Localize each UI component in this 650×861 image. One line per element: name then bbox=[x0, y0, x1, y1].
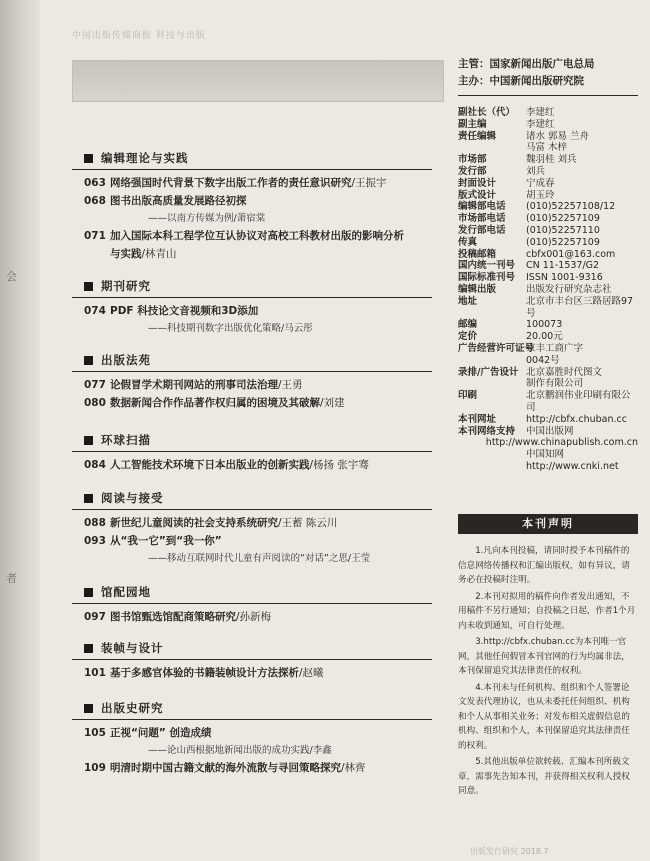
page-number: 097 bbox=[84, 611, 106, 623]
masthead-label bbox=[458, 378, 526, 390]
page-number: 088 bbox=[84, 517, 106, 529]
toc-entry[interactable]: 084 人工智能技术环境下日本出版业的创新实践 / 杨扬 张宇骞 bbox=[72, 456, 442, 474]
section-header bbox=[72, 278, 442, 294]
section-header bbox=[72, 700, 442, 716]
section-title: 出版法苑 bbox=[101, 353, 151, 367]
toc-entry[interactable] bbox=[72, 192, 442, 210]
article-subtitle: ——以南方传媒为例/萧宿棠 bbox=[148, 213, 266, 224]
toc-entry[interactable]: 077 论假冒学术期刊网站的刑事司法治理 / 王勇 bbox=[72, 376, 442, 394]
section-header bbox=[72, 584, 442, 600]
section-rule bbox=[72, 509, 432, 510]
masthead-label bbox=[458, 449, 526, 461]
masthead-label: 副主编 bbox=[458, 118, 487, 130]
square-bullet-icon bbox=[84, 154, 93, 163]
section-rule bbox=[72, 297, 432, 298]
toc-entry[interactable] bbox=[72, 302, 442, 320]
article-title: 从“我一它”到“我一你” bbox=[110, 535, 222, 547]
article-title: 图书馆甄选馆配商策略研究 bbox=[110, 611, 236, 623]
notice-title: 本刊声明 bbox=[458, 514, 638, 534]
square-bullet-icon bbox=[84, 356, 93, 365]
faded-header-text: 中国出版传媒商报 科技与出版 bbox=[72, 31, 206, 41]
masthead-value: 魏羽桂 刘兵 bbox=[526, 154, 577, 166]
masthead-row bbox=[458, 355, 638, 367]
toc-entry[interactable]: 101 基于多感官体验的书籍装帧设计方法探析 / 赵曦 bbox=[72, 664, 442, 682]
page-number: 101 bbox=[84, 667, 106, 679]
article-author: 马云彤 bbox=[284, 323, 313, 334]
masthead-value: 制作有限公司 bbox=[526, 378, 584, 390]
masthead-row bbox=[458, 260, 638, 272]
masthead-value: 北京鹏润伟业印刷有限公司 bbox=[526, 390, 631, 413]
masthead-value: 中国出版网 bbox=[526, 425, 574, 437]
masthead-row bbox=[458, 107, 638, 119]
section-rule bbox=[72, 451, 432, 452]
section-title: 编辑理论与实践 bbox=[101, 151, 189, 165]
article-author: 李鑫 bbox=[312, 745, 332, 756]
square-bullet-icon bbox=[84, 588, 93, 597]
notice-paragraph: 3.http://cbfx.chuban.cc为本刊唯一官网，其他任何假冒本刊官网的行为均属非法，本刊保留追究其法律责任的权利。 bbox=[458, 637, 630, 676]
masthead-label: 广告经营许可证号 bbox=[458, 342, 535, 354]
masthead-label: 国际标准刊号 bbox=[458, 272, 516, 284]
spine-char: 会 bbox=[6, 270, 17, 283]
article-author: 王莹 bbox=[351, 553, 371, 564]
notice-paragraph: 2.本刊对拟用的稿件向作者发出通知，不用稿件不另行通知；自投稿之日起，作者1个月内未收到通知，可自行处理。 bbox=[458, 591, 636, 631]
article-title: 人工智能技术环境下日本出版业的创新实践 bbox=[110, 459, 310, 471]
toc-section bbox=[72, 490, 442, 567]
article-title: 正视“问题” 创造成绩 bbox=[110, 727, 212, 739]
section-header bbox=[72, 150, 442, 166]
page-spine bbox=[0, 0, 40, 861]
header-banner bbox=[72, 60, 444, 102]
section-rule bbox=[72, 603, 432, 604]
masthead-value: (010)52257109 bbox=[526, 236, 600, 248]
masthead-row bbox=[458, 119, 638, 131]
toc-entry[interactable] bbox=[72, 724, 442, 742]
article-subtitle: ——科技期刊数字出版优化策略/马云彤 bbox=[148, 323, 313, 334]
section-title: 出版史研究 bbox=[101, 701, 164, 715]
masthead-row bbox=[458, 296, 638, 320]
masthead-row bbox=[458, 437, 638, 449]
masthead-row bbox=[458, 131, 638, 143]
masthead-value: 李建红 bbox=[526, 118, 555, 130]
masthead-value: (010)52257109 bbox=[526, 213, 600, 225]
sponsor-line: 主管：国家新闻出版广电总局 bbox=[458, 58, 595, 70]
masthead-label: 录排/广告设计 bbox=[458, 366, 519, 378]
masthead-value: 中国知网 bbox=[526, 449, 565, 461]
masthead-label: 编辑出版 bbox=[458, 283, 497, 295]
masthead-row bbox=[458, 343, 638, 355]
article-title: 数据新闻合作作品著作权归属的困境及其破解 bbox=[110, 397, 320, 409]
masthead-value: cbfx001@163.com bbox=[526, 248, 616, 260]
masthead-row bbox=[458, 378, 638, 390]
masthead-label: 国内统一刊号 bbox=[458, 260, 516, 272]
notice-paragraph: 1.凡向本刊投稿，请同时授予本刊稿件的信息网络传播权和汇编出版权，如有异议，请务必在投稿时注明。 bbox=[458, 546, 630, 585]
masthead-label: 封面设计 bbox=[458, 177, 497, 189]
masthead-value: 100073 bbox=[526, 319, 563, 331]
page-footer: 出版发行研究 2018.7 bbox=[470, 847, 549, 856]
toc-section bbox=[72, 150, 442, 263]
section-header bbox=[72, 432, 442, 448]
page-number: 063 bbox=[84, 177, 106, 189]
page-number: 105 bbox=[84, 727, 106, 739]
square-bullet-icon bbox=[84, 704, 93, 713]
masthead-value: (010)52257110 bbox=[526, 224, 600, 236]
spine-char: 者 bbox=[6, 572, 17, 585]
article-subtitle: ——移动互联网时代儿童有声阅读的“对话”之思/王莹 bbox=[148, 553, 371, 564]
masthead-row bbox=[458, 154, 638, 166]
section-rule bbox=[72, 659, 432, 660]
section-rule bbox=[72, 371, 432, 372]
masthead-label: 发行部电话 bbox=[458, 224, 506, 236]
masthead-label: 投稿邮箱 bbox=[458, 248, 497, 260]
masthead-label: 市场部 bbox=[458, 154, 487, 166]
masthead-label: 编辑部电话 bbox=[458, 201, 506, 213]
toc-entry[interactable]: 097 图书馆甄选馆配商策略研究 / 孙新梅 bbox=[72, 608, 442, 626]
toc-entry[interactable]: 088 新世纪儿童阅读的社会支持系统研究 / 王蓄 陈云川 bbox=[72, 514, 442, 532]
masthead-row bbox=[458, 284, 638, 296]
masthead-label bbox=[458, 142, 526, 154]
masthead-label: 本刊网址 bbox=[458, 413, 497, 425]
article-author: 萧宿棠 bbox=[236, 213, 266, 224]
article-title-continued: 与实践/林青山 bbox=[110, 248, 177, 260]
masthead-row bbox=[458, 178, 638, 190]
article-title: 网络强国时代背景下数字出版工作者的责任意识研究 bbox=[110, 177, 352, 189]
notice-paragraph: 5.其他出版单位欲转载、汇编本刊所载文章，需事先告知本刊，并获得相关权利人授权同意。 bbox=[458, 757, 630, 796]
masthead-value: CN 11-1537/G2 bbox=[526, 260, 600, 272]
masthead-value: 胡玉玲 bbox=[526, 189, 555, 201]
article-author: 刘建 bbox=[323, 397, 345, 409]
masthead-row bbox=[458, 190, 638, 202]
masthead-label: 版式设计 bbox=[458, 189, 497, 201]
section-title: 期刊研究 bbox=[101, 279, 151, 293]
masthead-value: ISSN 1001-9316 bbox=[526, 272, 603, 284]
article-author: 林齊 bbox=[344, 762, 366, 774]
section-title: 环球扫描 bbox=[101, 433, 151, 447]
toc-section bbox=[72, 432, 442, 474]
masthead-label: 邮编 bbox=[458, 319, 478, 331]
masthead-label: 市场部电话 bbox=[458, 213, 506, 225]
masthead-row bbox=[458, 390, 638, 414]
toc-entry[interactable] bbox=[72, 532, 442, 550]
section-title: 馆配园地 bbox=[101, 585, 151, 599]
article-author: 杨扬 张宇骞 bbox=[313, 459, 369, 471]
page-number: 071 bbox=[84, 230, 106, 242]
page-number: 109 bbox=[84, 762, 106, 774]
square-bullet-icon bbox=[84, 494, 93, 503]
article-author: 孙新梅 bbox=[239, 611, 272, 623]
masthead-label: 定价 bbox=[458, 331, 478, 343]
masthead-label bbox=[458, 355, 526, 367]
masthead-value: 马富 木梓 bbox=[526, 142, 568, 154]
article-title: 图书出版高质量发展路径初探 bbox=[110, 195, 247, 207]
masthead-row bbox=[458, 426, 638, 438]
masthead-row bbox=[458, 142, 638, 154]
section-title: 阅读与接受 bbox=[101, 491, 164, 505]
masthead-label: 地址 bbox=[458, 295, 478, 307]
masthead-rule bbox=[458, 95, 638, 96]
masthead-row bbox=[458, 461, 638, 473]
masthead-row bbox=[458, 225, 638, 237]
masthead-value: 李建红 bbox=[526, 107, 555, 118]
masthead-value: http://www.chinapublish.com.cn bbox=[485, 437, 638, 449]
toc-section bbox=[72, 640, 442, 682]
masthead-row bbox=[458, 166, 638, 178]
masthead-row bbox=[458, 213, 638, 225]
masthead-value: 京丰工商广字 bbox=[526, 342, 584, 354]
masthead-label: 责任编辑 bbox=[458, 130, 497, 142]
article-title: 明清时期中国古籍文献的海外流散与寻回策略探究 bbox=[110, 762, 341, 774]
toc-section bbox=[72, 584, 442, 626]
page-number: 084 bbox=[84, 459, 106, 471]
masthead-value: http://cbfx.chuban.cc bbox=[526, 413, 627, 425]
article-title: 新世纪儿童阅读的社会支持系统研究 bbox=[110, 517, 278, 529]
masthead-value: (010)52257108/12 bbox=[526, 201, 616, 213]
page-number: 068 bbox=[84, 195, 106, 207]
article-author: 王蓄 陈云川 bbox=[281, 517, 338, 529]
masthead-row bbox=[458, 331, 638, 343]
toc-section bbox=[72, 278, 442, 337]
article-title: 加入国际本科工程学位互认协议对高校工科教材出版的影响分析 bbox=[110, 230, 404, 242]
article-subtitle: ——论山西根据地新闻出版的成功实践/李鑫 bbox=[148, 745, 332, 756]
masthead-row bbox=[458, 272, 638, 284]
masthead-label bbox=[458, 461, 526, 473]
masthead-value: 0042号 bbox=[526, 354, 560, 366]
masthead-label: 发行部 bbox=[458, 165, 487, 177]
section-rule bbox=[72, 719, 432, 720]
article-title: PDF 科技论文音视频和3D添加 bbox=[110, 305, 259, 317]
page-number: 080 bbox=[84, 397, 106, 409]
toc-entry[interactable]: 063 网络强国时代背景下数字出版工作者的责任意识研究 / 王振宇 bbox=[72, 174, 442, 192]
masthead-label: 印刷 bbox=[458, 390, 478, 402]
section-rule bbox=[72, 169, 432, 170]
masthead-label: 本刊网络支持 bbox=[458, 425, 516, 437]
section-header bbox=[72, 352, 442, 368]
article-title: 论假冒学术期刊网站的刑事司法治理 bbox=[110, 379, 278, 391]
masthead-row bbox=[458, 414, 638, 426]
section-header bbox=[72, 490, 442, 506]
masthead-row bbox=[458, 249, 638, 261]
masthead-value: 刘兵 bbox=[526, 165, 546, 177]
masthead-info bbox=[458, 107, 638, 473]
toc-entry[interactable]: 080 数据新闻合作作品著作权归属的困境及其破解 / 刘建 bbox=[72, 394, 442, 412]
toc-section bbox=[72, 700, 442, 777]
notice-paragraph: 4.本刊未与任何机构、组织和个人签署论文发表代理协议，也从未委托任何组织、机构和个人从事相关业务；对发布相关虚假信息的机构、组织和个人，本刊保留追究其法律责任的权利。 bbox=[458, 682, 630, 751]
page-number: 074 bbox=[84, 305, 106, 317]
page-number: 077 bbox=[84, 379, 106, 391]
masthead-row bbox=[458, 201, 638, 213]
square-bullet-icon bbox=[84, 436, 93, 445]
toc-section bbox=[72, 352, 442, 412]
masthead-row bbox=[458, 319, 638, 331]
section-title: 装帧与设计 bbox=[101, 641, 164, 655]
page-number: 093 bbox=[84, 535, 106, 547]
masthead-value: http://www.cnki.net bbox=[526, 460, 619, 472]
masthead-label bbox=[458, 437, 486, 449]
article-title: 基于多感官体验的书籍装帧设计方法探析 bbox=[110, 667, 299, 679]
toc-entry[interactable] bbox=[72, 227, 442, 245]
article-author: 王振宇 bbox=[355, 177, 387, 189]
toc-entry[interactable]: 109 明清时期中国古籍文献的海外流散与寻回策略探究 / 林齊 bbox=[72, 759, 442, 777]
square-bullet-icon bbox=[84, 644, 93, 653]
masthead-row bbox=[458, 449, 638, 461]
organizer-line: 主办：中国新闻出版研究院 bbox=[458, 75, 584, 87]
masthead-label: 传真 bbox=[458, 236, 478, 248]
masthead-value: 出版发行研究杂志社 bbox=[526, 283, 612, 295]
square-bullet-icon bbox=[84, 282, 93, 291]
article-author: 赵曦 bbox=[302, 667, 324, 679]
article-author: 林青山 bbox=[145, 248, 177, 260]
masthead-value: 北京嘉胜时代图文 bbox=[526, 366, 603, 378]
notice-body bbox=[458, 544, 638, 801]
masthead-value: 宁成春 bbox=[526, 177, 555, 189]
masthead-row bbox=[458, 237, 638, 249]
masthead-label: 副社长（代） bbox=[458, 107, 516, 118]
section-header bbox=[72, 640, 442, 656]
masthead-value: 诸水 郭易 兰舟 bbox=[526, 130, 590, 142]
masthead-value: 北京市丰台区三路居路97号 bbox=[526, 295, 634, 319]
masthead-value: 20.00元 bbox=[526, 331, 563, 343]
article-author: 王勇 bbox=[281, 379, 303, 391]
masthead-row bbox=[458, 367, 638, 379]
